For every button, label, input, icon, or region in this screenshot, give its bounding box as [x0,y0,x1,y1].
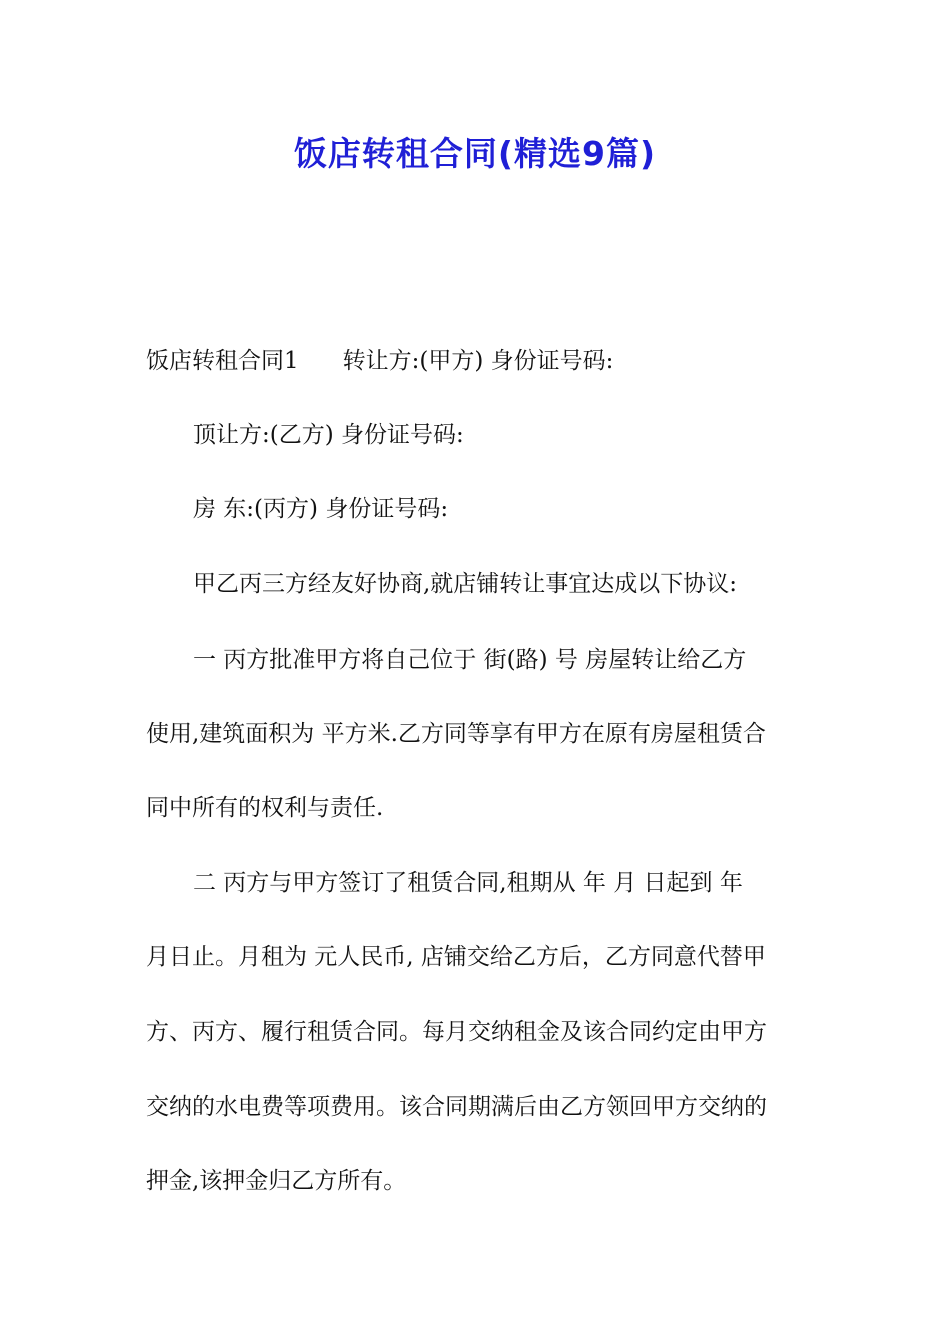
clause-1-line-1: 一 丙方批准甲方将自己位于 街(路) 号 房屋转让给乙方 [193,647,747,673]
clause-2-line-1: 二 丙方与甲方签订了租赁合同,租期从 年 月 日起到 年 [193,870,743,896]
agreement-intro: 甲乙丙三方经友好协商,就店铺转让事宜达成以下协议: [193,571,738,597]
clause-2-line-4: 交纳的水电费等项费用。该合同期满后由乙方领回甲方交纳的 [146,1094,767,1120]
landlord-line: 房 东:(丙方) 身份证号码: [193,496,449,522]
contract-heading: 饭店转租合同1 [146,348,299,374]
contract-heading-line [146,346,806,376]
transferor-line: 转让方:(甲方) 身份证号码: [342,348,614,374]
clause-1-line-3: 同中所有的权利与责任. [146,795,384,821]
clause-1-line-2: 使用,建筑面积为 平方米.乙方同等享有甲方在原有房屋租赁合 [146,721,766,747]
clause-2-line-5: 押金,该押金归乙方所有。 [146,1168,407,1194]
clause-2-line-3: 方、丙方、履行租赁合同。每月交纳租金及该合同约定由甲方 [146,1019,767,1045]
document-title: 饭店转租合同(精选9篇) [293,134,657,173]
transferee-line: 顶让方:(乙方) 身份证号码: [193,422,464,448]
clause-2-line-2: 月日止。月租为 元人民币, 店铺交给乙方后，乙方同意代替甲 [146,944,766,970]
